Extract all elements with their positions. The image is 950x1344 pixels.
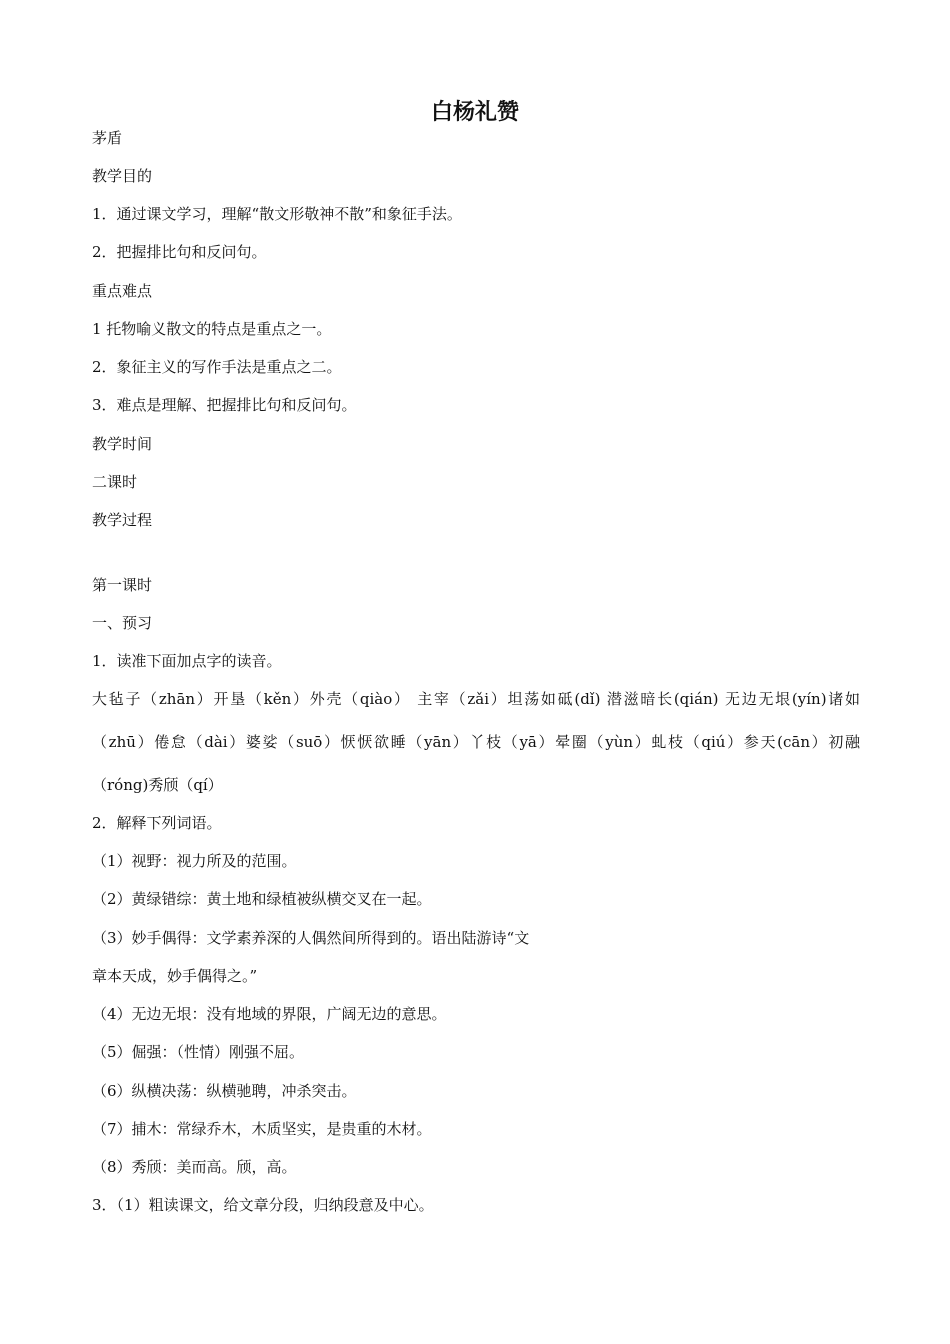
document-title: 白杨礼赞 [430, 100, 519, 125]
time-value: 二课时 [92, 473, 138, 491]
task-pronunciation: 1．读准下面加点字的读音。 [92, 652, 282, 670]
vocab-item-1: （1）视野：视力所及的范围。 [92, 852, 297, 870]
author-line: 茅盾 [92, 129, 123, 147]
key-point-item-3: 3．难点是理解、把握排比句和反问句。 [92, 396, 357, 414]
vocab-item-6: （6）纵横决荡：纵横驰聘，冲杀突击。 [92, 1082, 357, 1100]
vocab-item-7: （7）捕木：常绿乔木，木质坚实，是贵重的木材。 [92, 1120, 432, 1138]
vocab-item-4: （4）无边无垠：没有地域的界限，广阔无边的意思。 [92, 1005, 447, 1023]
lesson-heading-1: 第一课时 [92, 576, 153, 594]
key-point-item-1: 1 托物喻义散文的特点是重点之一。 [92, 320, 332, 338]
vocab-item-8: （8）秀颀：美而高。颀，高。 [92, 1158, 297, 1176]
section-heading-time: 教学时间 [92, 435, 153, 453]
section-heading-key-points: 重点难点 [92, 282, 153, 300]
pronunciation-line-3: （róng)秀颀（qí） [92, 776, 223, 794]
vocab-item-2: （2）黄绿错综：黄土地和绿植被纵横交叉在一起。 [92, 890, 432, 908]
section-heading-objectives: 教学目的 [92, 167, 153, 185]
objective-item-1: 1．通过课文学习，理解“散文形敬神不散”和象征手法。 [92, 205, 462, 223]
section-heading-process: 教学过程 [92, 511, 153, 529]
task-vocabulary: 2．解释下列词语。 [92, 814, 222, 832]
pronunciation-line-1: 大毡子（zhān）开垦（kěn）外壳（qiào） 主宰（zǎi）坦荡如砥(dǐ) 潜滋暗长(qián) 无边无垠(yín)诸如 [92, 690, 860, 708]
vocab-item-3: （3）妙手偶得：文学素养深的人偶然间所得到的。语出陆游诗“文 [92, 929, 530, 947]
pronunciation-line-2: （zhū）倦怠（dài）婆娑（suō）恹恹欲睡（yān）丫枝（yā）晕圈（yùn）虬枝（qiú）参天(cān）初融 [92, 733, 860, 751]
task-reading: 3．（1）粗读课文，给文章分段，归纳段意及中心。 [92, 1196, 434, 1214]
vocab-item-3-continued: 章本天成，妙手偶得之。” [92, 967, 258, 985]
key-point-item-2: 2．象征主义的写作手法是重点之二。 [92, 358, 342, 376]
subsection-preview: 一、预习 [92, 614, 153, 632]
vocab-item-5: （5）倔强：（性情）刚强不屈。 [92, 1043, 305, 1061]
objective-item-2: 2．把握排比句和反问句。 [92, 243, 267, 261]
